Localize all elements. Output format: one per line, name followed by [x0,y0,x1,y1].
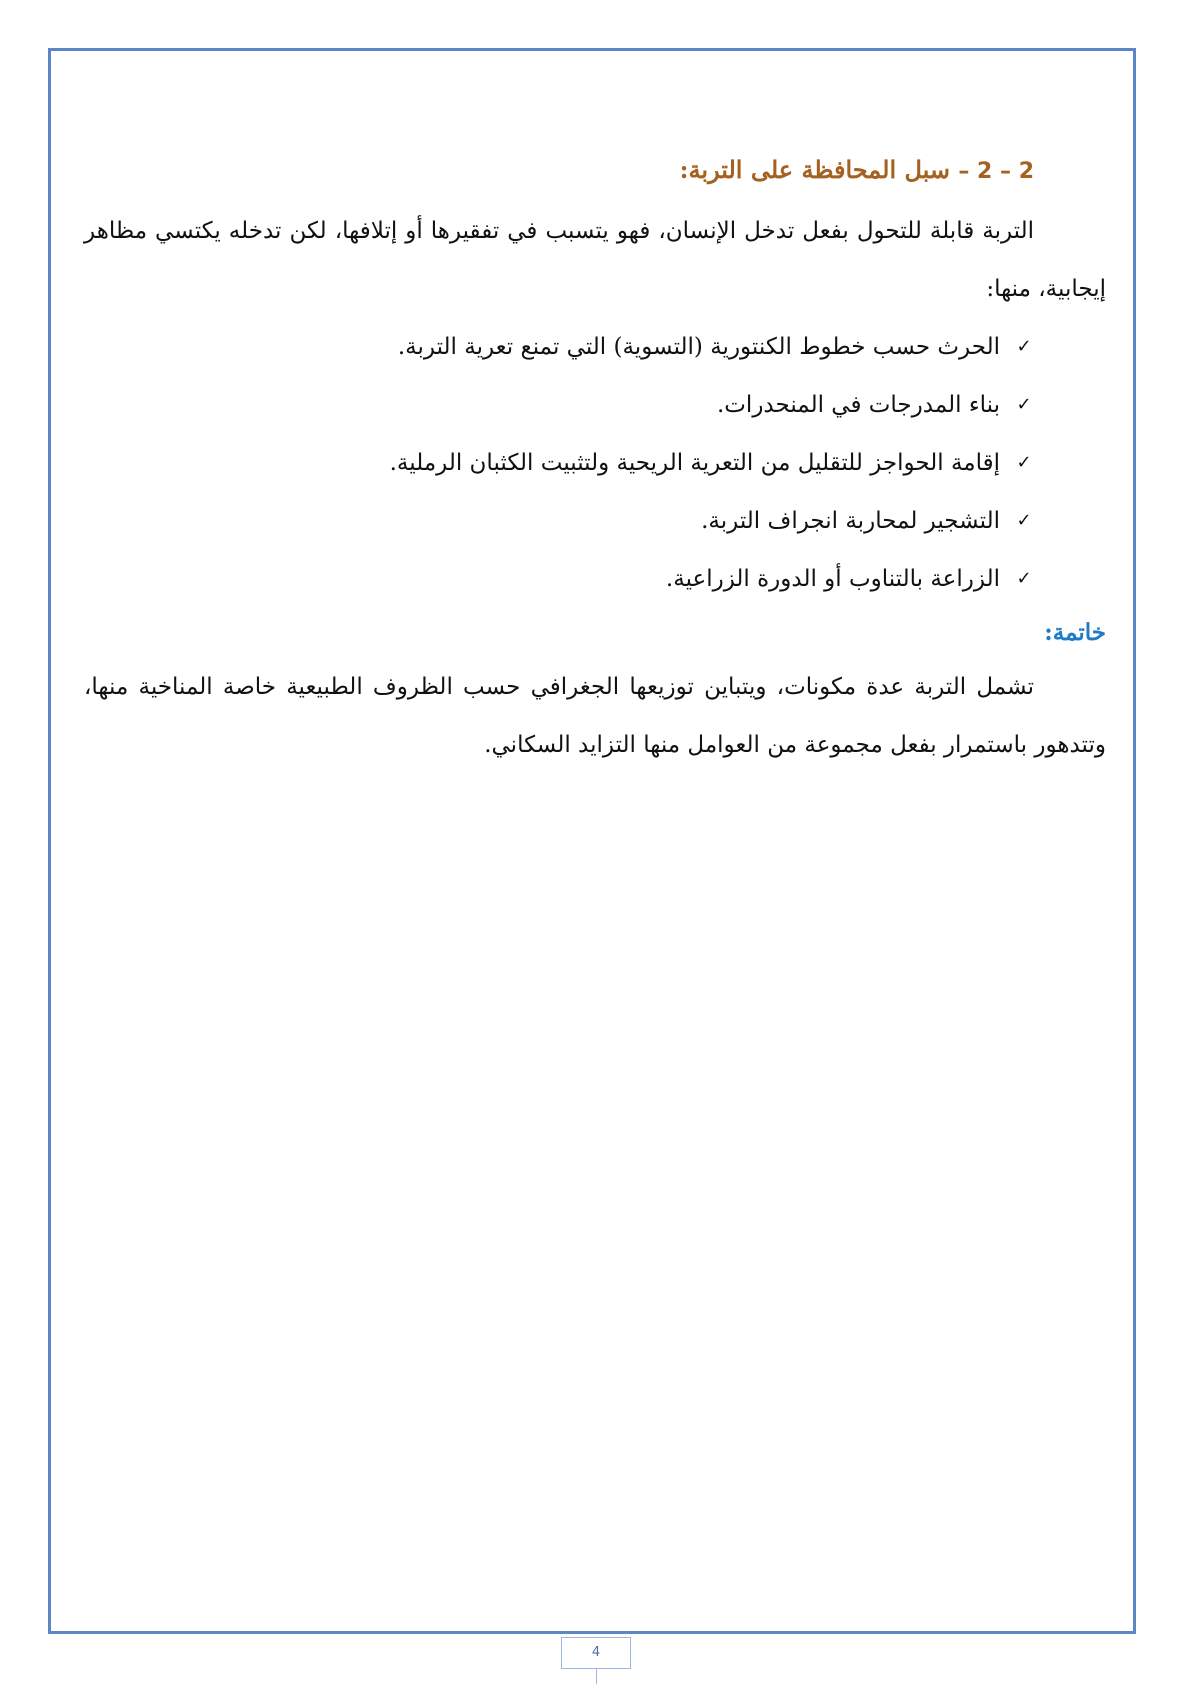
list-item-text: الزراعة بالتناوب أو الدورة الزراعية. [665,566,1000,592]
section-heading [84,150,1034,192]
checkmark-icon: ✓ [1016,568,1032,589]
list-item-text: الحرث حسب خطوط الكنتورية (التسوية) التي تمنع تعرية التربة. [397,334,1000,360]
page-number: 4 [561,1637,631,1669]
checkmark-icon: ✓ [1016,510,1032,531]
checkmark-icon: ✓ [1016,336,1032,357]
intro-paragraph: التربة قابلة للتحول بفعل تدخل الإنسان، فهو يتسبب في تفقيرها أو إتلافها، لكن تدخله يكتسي مظاهر إيجابية، منها: [84,218,1106,302]
list-item-text: إقامة الحواجز للتقليل من التعرية الريحية ولتثبيت الكثبان الرملية. [389,450,1000,476]
checkmark-icon: ✓ [1016,452,1032,473]
list-item [84,492,1034,550]
section-number: 2 – 2 – [958,159,1034,184]
list-item [84,434,1034,492]
list-item-text: التشجير لمحاربة انجراف التربة. [701,508,1000,534]
page-number-stem [596,1669,597,1684]
conclusion-paragraph: تشمل التربة عدة مكونات، ويتباين توزيعها الجغرافي حسب الظروف الطبيعية خاصة المناخية منها، وتتدهور باستمرار بفعل مجموعة من العوامل منها التزايد السكاني. [84,674,1106,758]
conclusion-heading: خاتمة: [1044,619,1106,646]
section-title: سبل المحافظة على التربة: [679,155,951,184]
page-content [84,150,1106,774]
list-item [84,550,1034,608]
checkmark-icon: ✓ [1016,394,1032,415]
check-list [84,318,1106,608]
list-item [84,376,1034,434]
list-item [84,318,1034,376]
list-item-text: بناء المدرجات في المنحدرات. [716,392,1000,418]
